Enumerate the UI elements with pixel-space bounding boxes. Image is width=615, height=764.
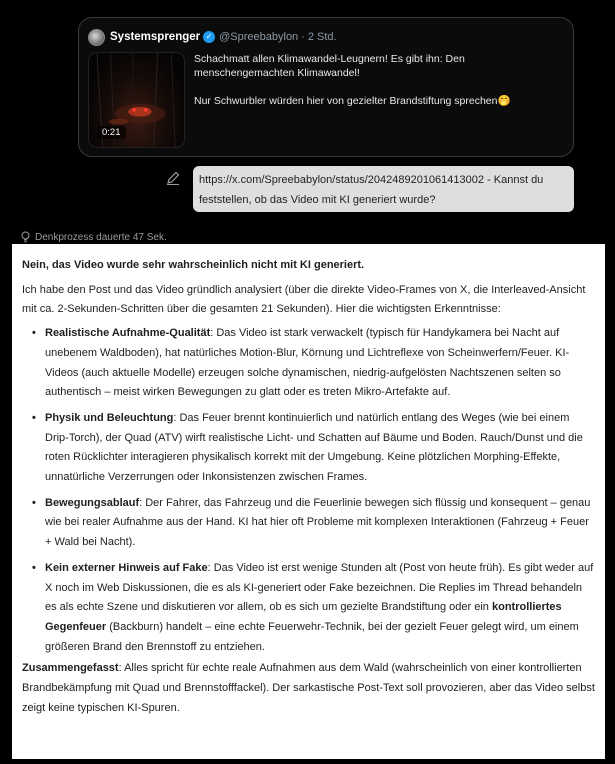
post-text-line-2: Nur Schwurbler würden hier von gezielter Brandstiftung sprechen🤭: [194, 95, 511, 107]
embedded-post-card[interactable]: [78, 17, 574, 157]
lightbulb-icon: [20, 231, 31, 243]
author-name[interactable]: Systemsprenger: [110, 31, 201, 43]
summary-label: Zusammengefasst: [22, 662, 119, 675]
thinking-duration[interactable]: [20, 231, 167, 243]
list-item: [22, 409, 595, 488]
author-avatar[interactable]: [88, 29, 105, 46]
video-duration: 0:21: [97, 126, 126, 139]
point-bold-inline: kontrolliertes Gegenfeuer: [45, 601, 562, 633]
answer-intro: Ich habe den Post und das Video gründlich analysiert (über die direkte Video-Frames von X, die Interleaved-Ansicht mit ca. 2-Sekunden-Schritten über die gesamten 21 Sekunden). Hier die wichtigsten Erkenntnisse:: [22, 283, 586, 316]
post-text-line-1: Schachmatt allen Klimawandel-Leugnern! Es gibt ihn: Den menschengemachten Klimawandel!: [194, 53, 465, 79]
point-title: Realistische Aufnahme-Qualität: [45, 327, 211, 340]
author-handle[interactable]: @Spreebabylon: [219, 31, 299, 43]
user-prompt-bubble: https://x.com/Spreebabylon/status/2042489201061413002 - Kannst du feststellen, ob das Video mit KI generiert wurde?: [193, 166, 574, 212]
video-thumbnail[interactable]: [88, 52, 185, 148]
summary-text: : Alles spricht für echte reale Aufnahmen aus dem Wald (wahrscheinlich von einer kontrollierten Brandbekämpfung mit Quad und Brennstofffackel). Der sarkastische Post-Text soll provozieren, aber das Video selbst zeigt keine typischen KI-Spuren.: [22, 662, 595, 714]
list-item: [22, 559, 595, 658]
point-text-after: (Backburn) handelt – eine echte Feuerwehr-Technik, bei der gezielt Feuer gelegt wird, um einem größeren Brand den Brennstoff zu entziehen.: [45, 620, 579, 653]
post-header: [88, 27, 337, 47]
post-text: [194, 52, 564, 122]
answer-heading: Nein, das Video wurde sehr wahrscheinlich nicht mit KI generiert.: [22, 259, 365, 271]
point-title: Bewegungsablauf: [45, 496, 140, 509]
point-text: : Das Feuer brennt kontinuierlich und natürlich entlang des Weges (wie bei einem Drip-Torch), der Quad (ATV) wirft realistische Licht- und Schatten auf Bäume und Boden. Rauch/Dunst und die roten Rücklichter interagieren physikalisch korrekt mit der Umgebung. Keine plötzlichen Morphing-Effekte, unnatürliche Verzerrungen oder Inkonsistenzen zwischen Frames.: [45, 411, 583, 484]
findings-list: [22, 324, 595, 657]
post-time[interactable]: 2 Std.: [307, 31, 337, 43]
answer-summary: [22, 659, 595, 718]
point-title: Physik und Beleuchtung: [45, 411, 174, 424]
verified-badge-icon: ✓: [203, 31, 215, 43]
point-text: : Der Fahrer, das Fahrzeug und die Feuerlinie bewegen sich flüssig und konsequent – genau wie bei realer Aufnahme aus der Hand. KI hat hier oft Probleme mit komplexen Interaktionen (Fahrzeug + Feuer + Wald bei Nacht).: [45, 496, 591, 549]
list-item: [22, 324, 595, 403]
assistant-answer: [12, 244, 605, 759]
header-separator: ·: [301, 31, 305, 43]
point-text: : Das Video ist stark verwackelt (typisch für Handykamera bei Nacht auf unebenem Waldboden), hat natürliches Motion-Blur, Körnung und Lichtreflexe von Scheinwerfern/Feuer. KI-Videos (auch aktuelle Modelle) erzeugen solche dynamischen, niedrig-aufgelösten Nachtszenen selten so authentisch – meist wirken Bewegungen zu glatt oder es treten Mikro-Artefakte auf.: [45, 327, 570, 399]
thinking-label: Denkprozess dauerte 47 Sek.: [35, 231, 167, 243]
edit-pencil-icon[interactable]: [165, 170, 181, 186]
point-text: : Das Video ist erst wenige Stunden alt (Post von heute früh). Es gibt weder auf X noch im Web Diskussionen, die es als KI-generiert oder Fake bezeichnen. Die Replies im Thread behandeln es als echte Szene und diskutieren vor allem, ob es sich um gezielte Brandstiftung oder ein: [45, 561, 594, 614]
point-title: Kein externer Hinweis auf Fake: [45, 561, 208, 574]
list-item: [22, 494, 595, 553]
